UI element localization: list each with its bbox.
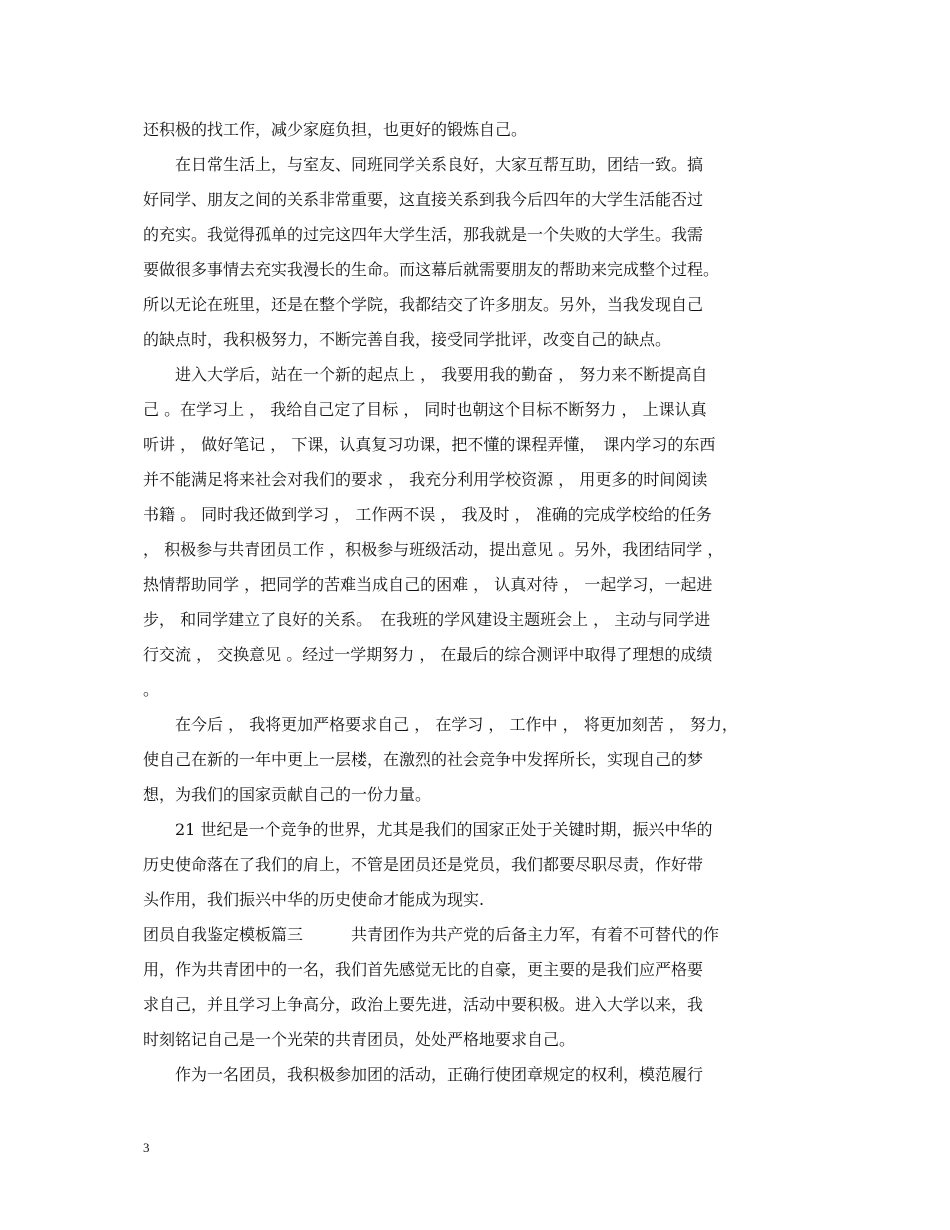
- text-line: 头作用，我们振兴中华的历史使命才能成为现实.: [143, 890, 485, 909]
- text-line: 21 世纪是一个竞争的世界，尤其是我们的国家正处于关键时期，振兴中华的: [143, 820, 713, 839]
- text-line: 作为一名团员，我积极参加团的活动，正确行使团章规定的权利，模范履行: [143, 1065, 704, 1084]
- text-line: 使自己在新的一年中更上一层楼，在激烈的社会竞争中发挥所长，实现自己的梦: [143, 750, 704, 769]
- text-line: 热情帮助同学 ，把同学的苦难当成自己的困难 ， 认真对待 ， 一起学习，一起进: [143, 575, 713, 594]
- text-line: 己 。在学习上 ， 我给自己定了目标 ， 同时也朝这个目标不断努力 ， 上课认真: [143, 400, 707, 419]
- text-line: ， 积极参与共青团员工作 ，积极参与班级活动，提出意见 。另外，我团结同学 ，: [143, 540, 724, 559]
- text-line: 的充实。我觉得孤单的过完这四年大学生活，那我就是一个失败的大学生。我需: [143, 225, 704, 244]
- text-line: 听讲 ， 做好笔记 ， 下课，认真复习功课，把不懂的课程弄懂， 课内学习的东西: [143, 435, 716, 454]
- text-line: 的缺点时，我积极努力，不断完善自我，接受同学批评，改变自己的缺点。: [143, 330, 672, 349]
- text-line: 行交流 ， 交换意见 。经过一学期努力 ， 在最后的综合测评中取得了理想的成绩: [143, 645, 713, 664]
- text-line: 用，作为共青团中的一名，我们首先感觉无比的自豪，更主要的是我们应严格要: [143, 960, 704, 979]
- text-line: 并不能满足将来社会对我们的要求 ， 我充分利用学校资源 ， 用更多的时间阅读: [143, 470, 708, 489]
- text-line: 在今后 ， 我将更加严格要求自己 ， 在学习 ， 工作中 ， 将更加刻苦 ， 努力，: [143, 715, 738, 734]
- text-line: 在日常生活上，与室友、同班同学关系良好，大家互帮互助，团结一致。搞: [143, 155, 704, 174]
- text-line: 时刻铭记自己是一个光荣的共青团员，处处严格地要求自己。: [143, 1030, 576, 1049]
- section-heading-line: 团员自我鉴定模板篇三 共青团作为共产党的后备主力军，有着不可替代的作: [143, 925, 720, 944]
- text-line: 步， 和同学建立了良好的关系。 在我班的学风建设主题班会上 ， 主动与同学进: [143, 610, 711, 629]
- document-body: [143, 112, 813, 1092]
- text-line: 还积极的找工作，减少家庭负担，也更好的锻炼自己。: [143, 120, 528, 139]
- text-line: 进入大学后，站在一个新的起点上 ， 我要用我的勤奋 ， 努力来不断提高自: [143, 365, 708, 384]
- text-line: 。: [143, 680, 160, 699]
- text-line: 想，为我们的国家贡献自己的一份力量。: [143, 785, 432, 804]
- text-line: 书籍 。 同时我还做到学习 ， 工作两不误 ， 我及时 ， 准确的完成学校给的任务: [143, 505, 712, 524]
- text-line: 要做很多事情去充实我漫长的生命。而这幕后就需要朋友的帮助来完成整个过程。: [143, 260, 720, 279]
- text-line: 好同学、朋友之间的关系非常重要，这直接关系到我今后四年的大学生活能否过: [143, 190, 704, 209]
- page-number: 3: [143, 1140, 150, 1155]
- text-line: 求自己，并且学习上争高分，政治上要先进，活动中要积极。进入大学以来，我: [143, 995, 704, 1014]
- text-line: 历史使命落在了我们的肩上，不管是团员还是党员，我们都要尽职尽责，作好带: [143, 855, 704, 874]
- text-line: 所以无论在班里，还是在整个学院，我都结交了许多朋友。另外，当我发现自己: [143, 295, 704, 314]
